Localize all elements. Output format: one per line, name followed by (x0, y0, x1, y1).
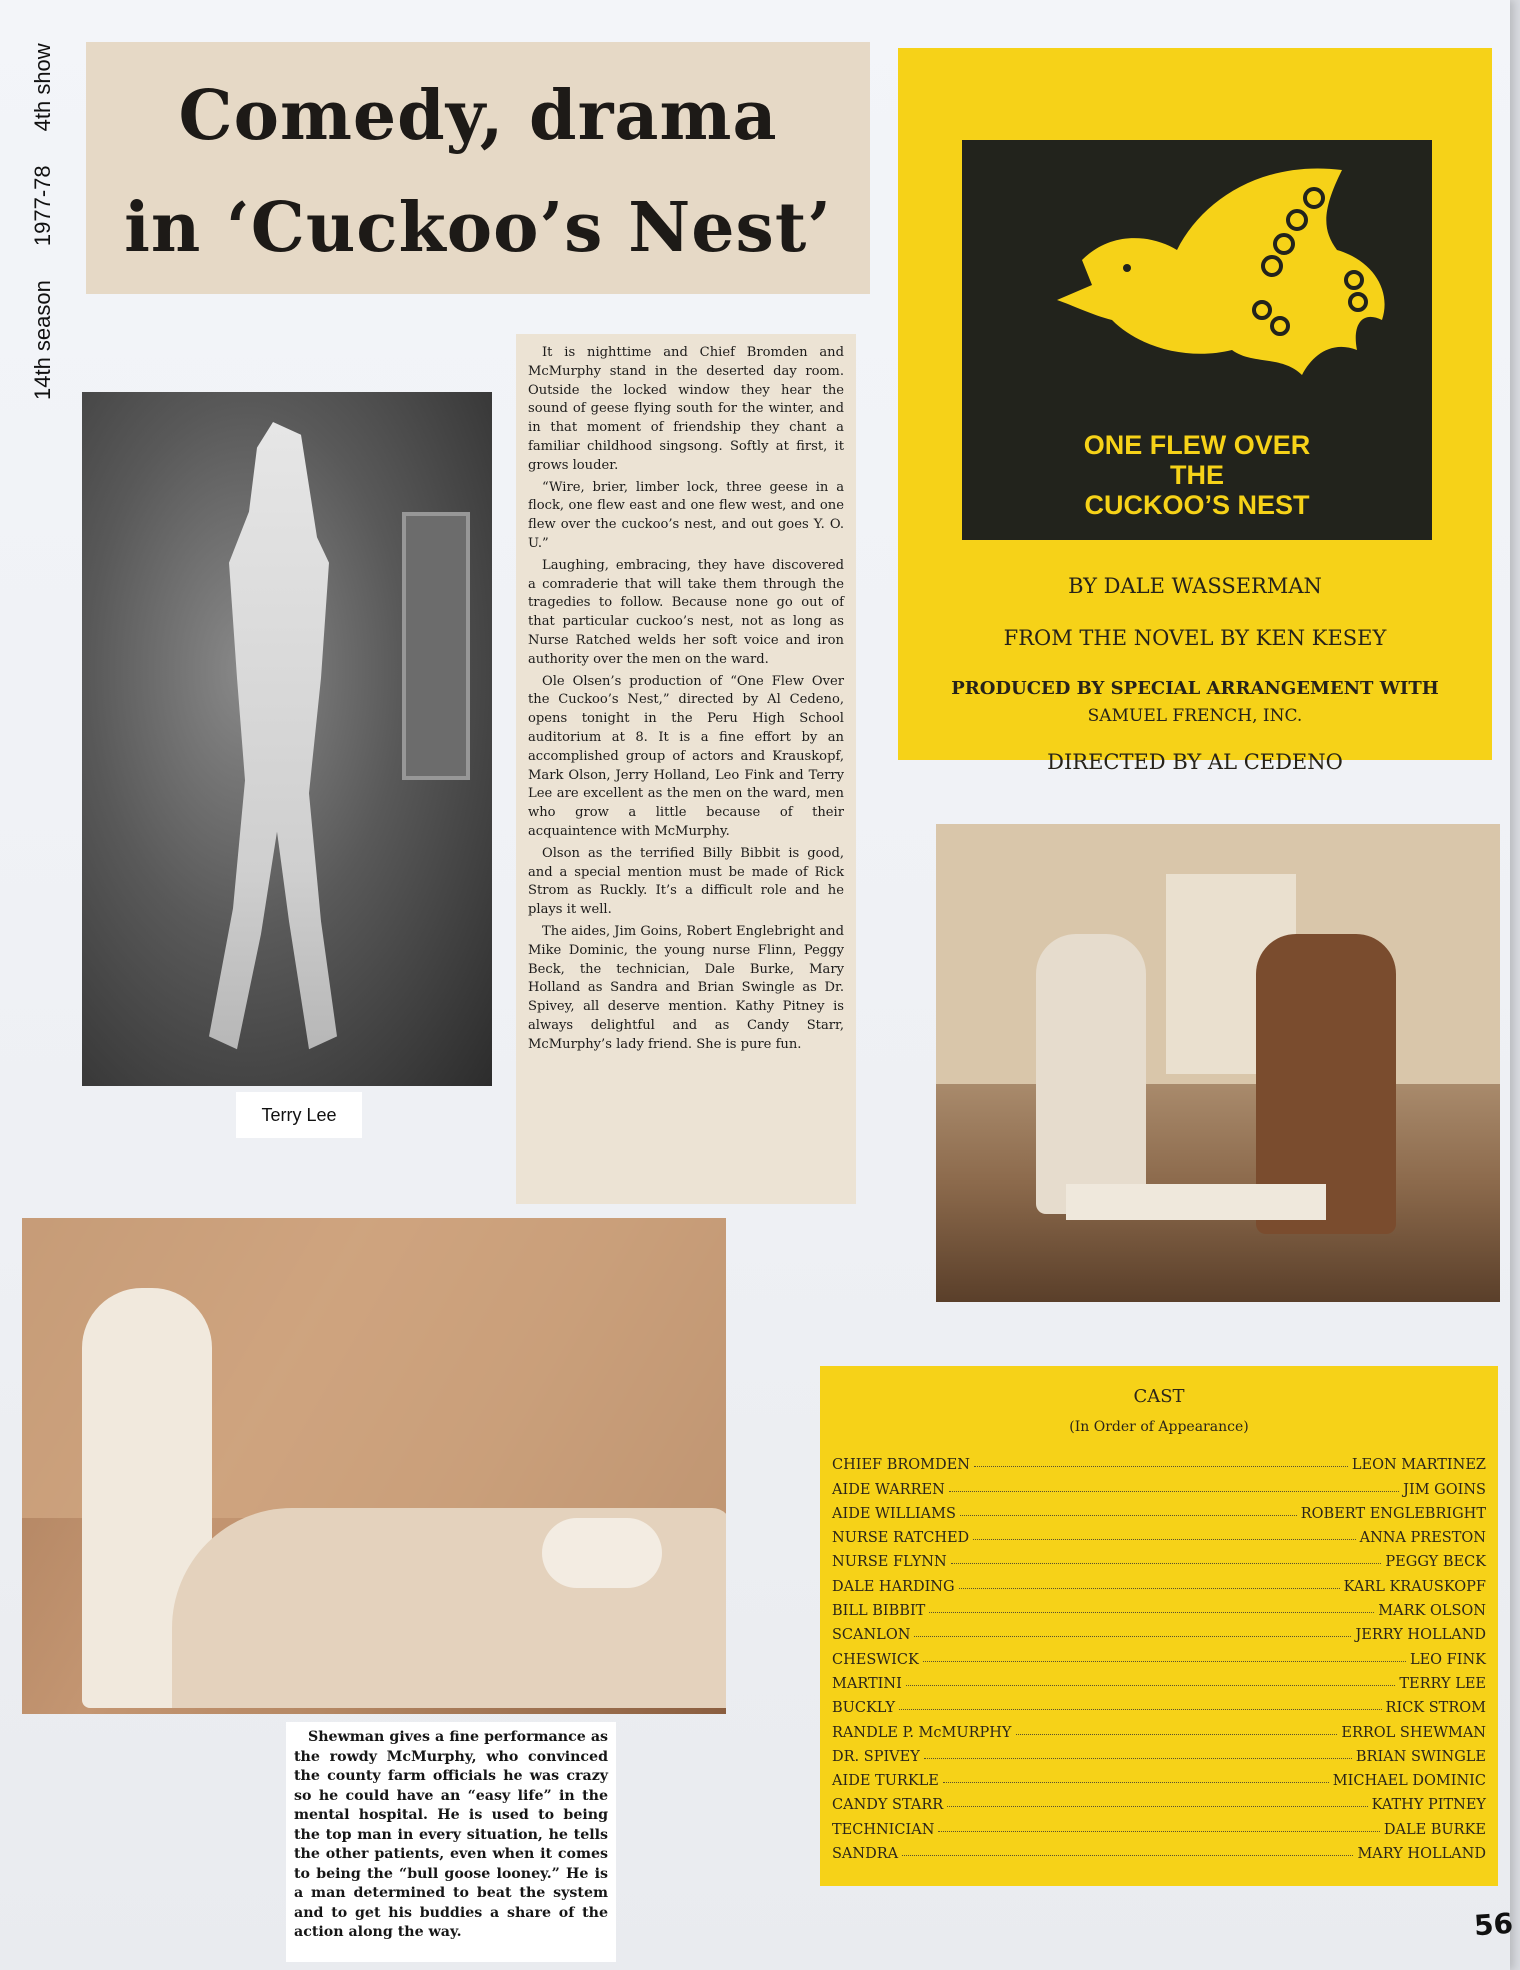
cast-leader-dots (947, 1806, 1367, 1807)
cast-row (832, 1716, 1486, 1740)
cast-role: SCANLON (832, 1627, 911, 1644)
cast-role: RANDLE P. McMURPHY (832, 1724, 1012, 1741)
cast-leader-dots (924, 1758, 1352, 1759)
cast-role: AIDE WILLIAMS (832, 1505, 956, 1522)
cast-row (832, 1789, 1486, 1813)
photo-figure (177, 422, 377, 1062)
cast-actor: TERRY LEE (1399, 1675, 1486, 1692)
cast-subtitle: (In Order of Appearance) (1069, 1419, 1249, 1435)
dove-icon (962, 140, 1432, 420)
cast-role: CHIEF BROMDEN (832, 1457, 970, 1474)
headline-line-2: in ‘Cuckoo’s Nest’ (124, 188, 832, 268)
cast-leader-dots (938, 1831, 1379, 1832)
poster-novel: FROM THE NOVEL BY KEN KESEY (1003, 626, 1387, 650)
cast-leader-dots (1016, 1734, 1338, 1735)
cast-row (832, 1765, 1486, 1789)
poster-produced-1: PRODUCED BY SPECIAL ARRANGEMENT WITH (951, 678, 1439, 699)
shewman-caption-text: Shewman gives a fine performance as the rowdy McMurphy, who convinced the county farm officials he was crazy so he could have an “easy life” in the mental hospital. He is used to being the top man in every situation, he tells the other patients, even when it comes to being the “bull goose looney.” He is a man determined to beat the system and to get his buddies a share of the action along the way. (294, 1729, 608, 1940)
cast-leader-dots (902, 1855, 1353, 1856)
article-paragraph: Laughing, embracing, they have discovered a comraderie that will take them through the tragedies to follow. Because none go out of that particular cuckoo’s nest, not as long as Nurse Ratched welds her soft voice and iron authority over the men on the ward. (528, 557, 844, 667)
cast-actor: RICK STROM (1385, 1700, 1486, 1717)
photo-door (402, 512, 470, 780)
cast-row (832, 1838, 1486, 1862)
cast-role: DALE HARDING (832, 1578, 955, 1595)
ward-scene-photo (936, 824, 1500, 1302)
cast-row (832, 1498, 1486, 1522)
cast-actor: LEON MARTINEZ (1351, 1457, 1486, 1474)
terry-lee-photo (82, 392, 492, 1086)
cast-leader-dots (929, 1612, 1374, 1613)
headline-line-1: Comedy, drama (178, 76, 778, 156)
poster-artwork (962, 140, 1432, 540)
play-poster (898, 48, 1492, 774)
cast-leader-dots (899, 1709, 1381, 1710)
cast-actor: PEGGY BECK (1385, 1554, 1486, 1571)
cast-row (832, 1668, 1486, 1692)
poster-director: DIRECTED BY AL CEDENO (1047, 750, 1343, 774)
cast-actor: MICHAEL DOMINIC (1332, 1773, 1486, 1790)
cast-actor: DALE BURKE (1383, 1821, 1486, 1838)
cast-role: DR. SPIVEY (832, 1748, 920, 1765)
cast-row (832, 1546, 1486, 1570)
cast-leader-dots (914, 1636, 1351, 1637)
cast-row (832, 1570, 1486, 1594)
cast-leader-dots (951, 1563, 1382, 1564)
shewman-caption-clipping (286, 1722, 616, 1962)
cast-role: CANDY STARR (832, 1797, 944, 1814)
cast-row (832, 1692, 1486, 1716)
article-paragraph: The aides, Jim Goins, Robert Englebright and Mike Dominic, the young nurse Flinn, Peggy Beck, the technician, Dale Burke, Mary Holland as Sandra and Brian Swingle as Dr. Spivey, all deserve mention. Kathy Pitney is always delightful and as Candy Starr, McMurphy’s lady friend. She is pure fun. (528, 923, 844, 1052)
cast-actor: KATHY PITNEY (1371, 1797, 1486, 1814)
poster-author: BY DALE WASSERMAN (1068, 574, 1322, 598)
cast-leader-dots (973, 1539, 1355, 1540)
cast-actor: MARK OLSON (1378, 1603, 1486, 1620)
cast-role: AIDE WARREN (832, 1481, 945, 1498)
cast-actor: KARL KRAUSKOPF (1343, 1578, 1486, 1595)
photo-pillow (542, 1518, 662, 1588)
cast-role: TECHNICIAN (832, 1821, 935, 1838)
cast-role: MARTINI (832, 1675, 902, 1692)
headline-clipping (86, 42, 870, 294)
cast-role: CHESWICK (832, 1651, 919, 1668)
terry-lee-caption: Terry Lee (236, 1092, 362, 1138)
cast-role: AIDE TURKLE (832, 1773, 939, 1790)
cast-role: SANDRA (832, 1846, 899, 1863)
cast-actor: JERRY HOLLAND (1355, 1627, 1486, 1644)
cast-leader-dots (949, 1491, 1399, 1492)
cast-title: CAST (1133, 1386, 1185, 1407)
cast-rows (832, 1449, 1486, 1862)
cast-row (832, 1741, 1486, 1765)
season-text: 14th season (30, 280, 55, 400)
poster-title (962, 430, 1432, 520)
cast-leader-dots (923, 1661, 1406, 1662)
years-text: 1977-78 (30, 165, 55, 247)
cast-leader-dots (959, 1588, 1340, 1589)
cast-actor: ROBERT ENGLEBRIGHT (1300, 1505, 1486, 1522)
cast-row (832, 1813, 1486, 1837)
article-paragraph: Olson as the terrified Billy Bibbit is good, and a special mention must be made of Rick Strom as Ruckly. It’s a difficult role and he plays it well. (528, 845, 844, 918)
article-paragraph: “Wire, brier, limber lock, three geese in a flock, one flew east and one flew west, and one flew over the cuckoo’s nest, and out goes Y. O. U.” (528, 479, 844, 551)
review-article-clipping (516, 334, 856, 1204)
cast-row (832, 1643, 1486, 1667)
cast-row (832, 1473, 1486, 1497)
poster-title-line-3: CUCKOO’S NEST (1084, 490, 1310, 520)
nurse-scene-photo (22, 1218, 726, 1714)
cast-leader-dots (943, 1782, 1329, 1783)
cast-leader-dots (906, 1685, 1396, 1686)
cast-role: BUCKLY (832, 1700, 896, 1717)
cast-list (820, 1366, 1498, 1886)
poster-produced-2: SAMUEL FRENCH, INC. (1087, 706, 1303, 726)
cast-actor: MARY HOLLAND (1357, 1846, 1486, 1863)
cast-row (832, 1522, 1486, 1546)
cast-role: NURSE FLYNN (832, 1554, 947, 1571)
cast-leader-dots (960, 1515, 1297, 1516)
article-paragraph: Ole Olsen’s production of “One Flew Over the Cuckoo’s Nest,” directed by Al Cedeno, opens tonight in the Peru High School auditorium at 8. It is a fine effort by an accomplished group of actors and Krauskopf, Mark Olson, Jerry Holland, Leo Fink and Terry Lee are excellent as the men on the ward, men who grow a little because of their acquaintence with McMurphy. (528, 673, 844, 839)
show-text: 4th show (30, 43, 55, 132)
season-label (30, 43, 56, 400)
cast-actor: JIM GOINS (1403, 1481, 1486, 1498)
photo-patient-left (1036, 934, 1146, 1214)
article-paragraph: It is nighttime and Chief Bromden and McMurphy stand in the deserted day room. Outside the locked window they hear the sound of geese flying south for the winter, and in that moment of friendship they chant a familiar childhood singsong. Softly at first, it grows louder. (528, 345, 844, 473)
page-number: 56 (1472, 1906, 1515, 1943)
cast-role: NURSE RATCHED (832, 1530, 970, 1547)
cast-row (832, 1449, 1486, 1473)
cast-actor: ERROL SHEWMAN (1341, 1724, 1486, 1741)
cast-row (832, 1595, 1486, 1619)
cast-actor: LEO FINK (1409, 1651, 1486, 1668)
cast-leader-dots (974, 1466, 1348, 1467)
poster-title-line-2: THE (1170, 460, 1224, 490)
cast-role: BILL BIBBIT (832, 1603, 926, 1620)
cast-actor: BRIAN SWINGLE (1355, 1748, 1486, 1765)
photo-table (1066, 1184, 1326, 1220)
cast-row (832, 1619, 1486, 1643)
poster-title-line-1: ONE FLEW OVER (1083, 430, 1311, 460)
cast-actor: ANNA PRESTON (1359, 1530, 1486, 1547)
